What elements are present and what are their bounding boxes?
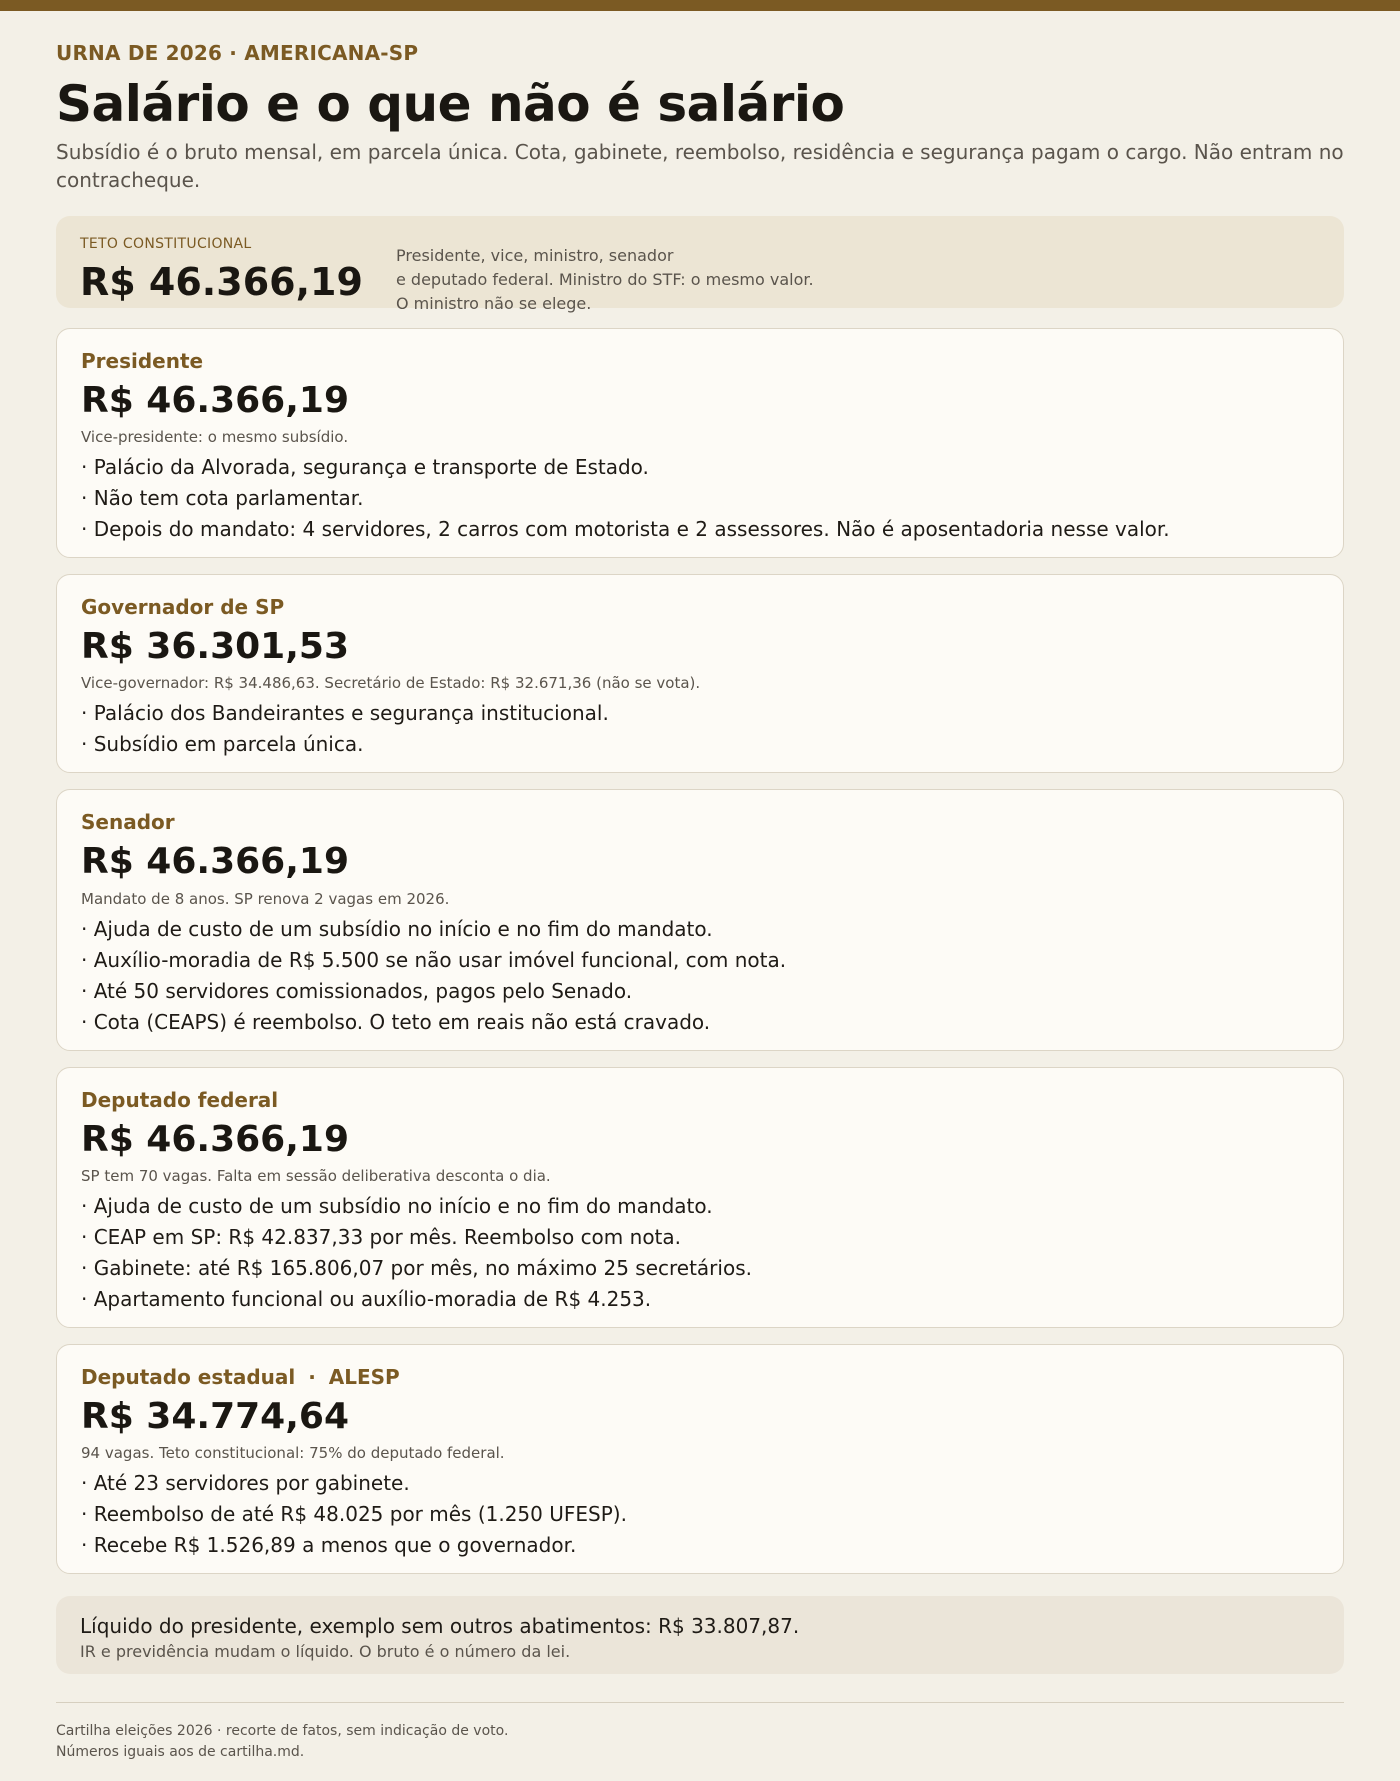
card-title: Governador de SP	[81, 595, 285, 620]
list-item: · Gabinete: até R$ 165.806,07 por mês, no máximo 25 secretários.	[81, 1253, 1319, 1284]
list-item: · Subsídio em parcela única.	[81, 729, 1319, 760]
top-accent-bar	[0, 0, 1400, 11]
card-list	[81, 914, 1319, 1038]
card-deputado-estadual	[56, 1344, 1344, 1574]
teto-note-line: Presidente, vice, ministro, senador	[396, 246, 674, 265]
list-item: · Recebe R$ 1.526,89 a menos que o governador.	[81, 1530, 1319, 1561]
teto-value: R$ 46.366,19	[80, 260, 363, 304]
teto-label: TETO CONSTITUCIONAL	[80, 236, 252, 252]
list-item: · Apartamento funcional ou auxílio-moradia de R$ 4.253.	[81, 1284, 1319, 1315]
list-item: · Palácio dos Bandeirantes e segurança institucional.	[81, 698, 1319, 729]
teto-note-line: e deputado federal. Ministro do STF: o mesmo valor.	[396, 270, 814, 289]
card-deputado-federal	[56, 1067, 1344, 1328]
card-title: Senador	[81, 810, 175, 835]
card-title-text: Deputado estadual	[81, 1364, 296, 1389]
list-item: · Até 23 servidores por gabinete.	[81, 1468, 1319, 1499]
footer-line: Números iguais aos de cartilha.md.	[56, 1743, 305, 1760]
card-value: R$ 46.366,19	[81, 841, 349, 883]
list-item: · Auxílio-moradia de R$ 5.500 se não usar imóvel funcional, com nota.	[81, 945, 1319, 976]
card-list	[81, 1191, 1319, 1315]
page-title: Salário e o que não é salário	[56, 75, 845, 133]
card-presidente	[56, 328, 1344, 558]
card-value: R$ 46.366,19	[81, 380, 349, 421]
list-item: · Palácio da Alvorada, segurança e transporte de Estado.	[81, 452, 1319, 483]
list-item: · Até 50 servidores comissionados, pagos pelo Senado.	[81, 976, 1319, 1007]
list-item: · Cota (CEAPS) é reembolso. O teto em reais não está cravado.	[81, 1007, 1319, 1038]
teto-panel	[56, 216, 1344, 313]
card-note: Vice-governador: R$ 34.486,63. Secretário de Estado: R$ 32.671,36 (não se vota).	[81, 674, 701, 693]
list-item: · CEAP em SP: R$ 42.837,33 por mês. Reembolso com nota.	[81, 1222, 1319, 1253]
card-value: R$ 46.366,19	[81, 1118, 349, 1160]
card-list	[81, 452, 1319, 545]
footer	[56, 1721, 1344, 1763]
card-title-extra: ALESP	[328, 1364, 400, 1389]
card-title	[81, 1365, 1319, 1389]
page-subtitle: Subsídio é o bruto mensal, em parcela única. Cota, gabinete, reembolso, residência e segurança pagam o cargo. Não entram no contracheque.	[56, 140, 1344, 192]
card-value: R$ 34.774,64	[81, 1395, 349, 1437]
list-item: · Reembolso de até R$ 48.025 por mês (1.250 UFESP).	[81, 1499, 1319, 1530]
card-list	[81, 1468, 1319, 1561]
liquido-panel	[56, 1596, 1344, 1674]
list-item: · Depois do mandato: 4 servidores, 2 carros com motorista e 2 assessores. Não é aposentadoria nesse valor.	[81, 514, 1319, 545]
liquido-note: IR e previdência mudam o líquido. O bruto é o número da lei.	[80, 1641, 571, 1661]
page-content	[0, 41, 1400, 1763]
teto-note	[396, 244, 856, 316]
card-list	[81, 698, 1319, 760]
teto-note-line: O ministro não se elege.	[396, 294, 592, 313]
card-note: 94 vagas. Teto constitucional: 75% do deputado federal.	[81, 1443, 505, 1462]
card-note: SP tem 70 vagas. Falta em sessão deliberativa desconta o dia.	[81, 1166, 551, 1185]
list-item: · Ajuda de custo de um subsídio no início e no fim do mandato.	[81, 914, 1319, 945]
footer-divider	[56, 1702, 1344, 1703]
card-note: Mandato de 8 anos. SP renova 2 vagas em 2026.	[81, 889, 450, 908]
liquido-main: Líquido do presidente, exemplo sem outros abatimentos: R$ 33.807,87.	[80, 1613, 800, 1638]
card-note: Vice-presidente: o mesmo subsídio.	[81, 428, 349, 447]
footer-line: Cartilha eleições 2026 · recorte de fatos, sem indicação de voto.	[56, 1722, 509, 1739]
kicker: URNA DE 2026 · AMERICANA-SP	[56, 41, 419, 65]
card-title: Presidente	[81, 349, 204, 373]
list-item: · Não tem cota parlamentar.	[81, 483, 1319, 514]
card-value: R$ 36.301,53	[81, 626, 349, 668]
list-item: · Ajuda de custo de um subsídio no início e no fim do mandato.	[81, 1191, 1319, 1222]
card-senador	[56, 789, 1344, 1050]
title-separator: ·	[301, 1364, 323, 1389]
card-governador	[56, 574, 1344, 773]
card-title: Deputado federal	[81, 1087, 279, 1112]
